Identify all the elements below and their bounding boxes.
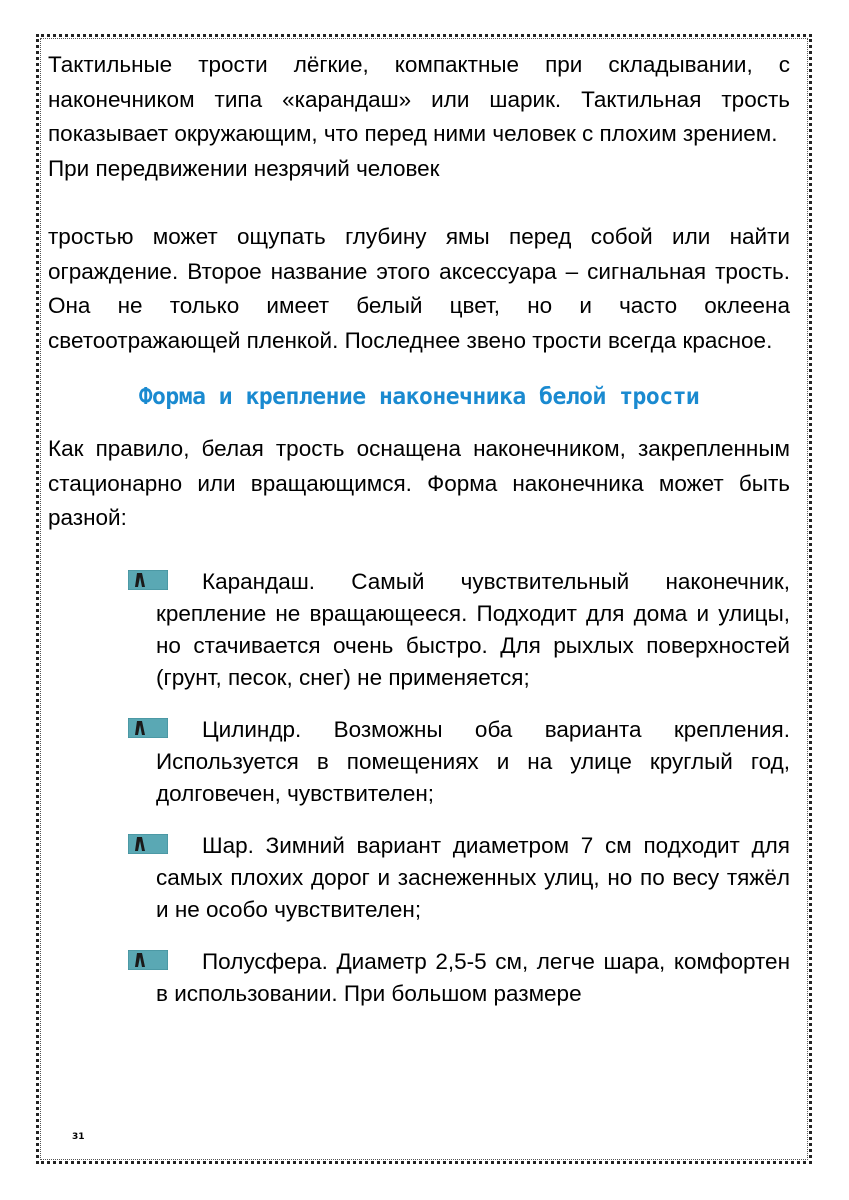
list-item [128,566,790,694]
teal-block-bullet-icon [128,570,168,590]
paragraph: При передвижении незрячий человек [48,155,440,181]
section-heading: Форма и крепление наконечника белой трости [138,384,700,410]
list-item-text: Карандаш. Самый чувствительный наконечник, крепление не вращающееся. Подходит для дома и улицы, но стачивается очень быстро. Для рыхлых поверхностей (грунт, песок, снег) не применяется; [156,568,790,690]
list-item [128,946,790,1010]
list-item-text: Цилиндр. Возможны оба варианта крепления. Используется в помещениях и на улице круглый год, долговечен, чувствителен; [156,716,790,806]
list-item-text: Шар. Зимний вариант диаметром 7 см подходит для самых плохих дорог и заснеженных улиц, но по весу тяжёл и не особо чувствителен; [156,832,790,922]
teal-block-bullet-icon [128,718,168,738]
teal-block-bullet-icon [128,834,168,854]
page-content [48,48,790,1030]
list-item [128,830,790,926]
teal-block-bullet-icon [128,950,168,970]
list-item-text: Полусфера. Диаметр 2,5-5 см, легче шара, комфортен в использовании. При большом размере [156,948,790,1006]
paragraph: тростью может ощупать глубину ямы перед собой или найти ограждение. Второе название этого аксессуара – сигнальная трость. Она не только имеет белый цвет, но и часто оклеена светоотражающей пленкой. Последнее звено трости всегда красное. [48,224,790,353]
tip-list [48,566,790,1010]
section-intro: Как правило, белая трость оснащена наконечником, закрепленным стационарно или вращающимся. Форма наконечника может быть разной: [48,436,790,530]
page-number: 31 [72,1132,85,1142]
paragraph: Тактильные трости лёгкие, компактные при складывании, с наконечником типа «карандаш» или шарик. Тактильная трость показывает окружающим, что перед ними человек с плохим зрением. [48,52,790,146]
list-item [128,714,790,810]
